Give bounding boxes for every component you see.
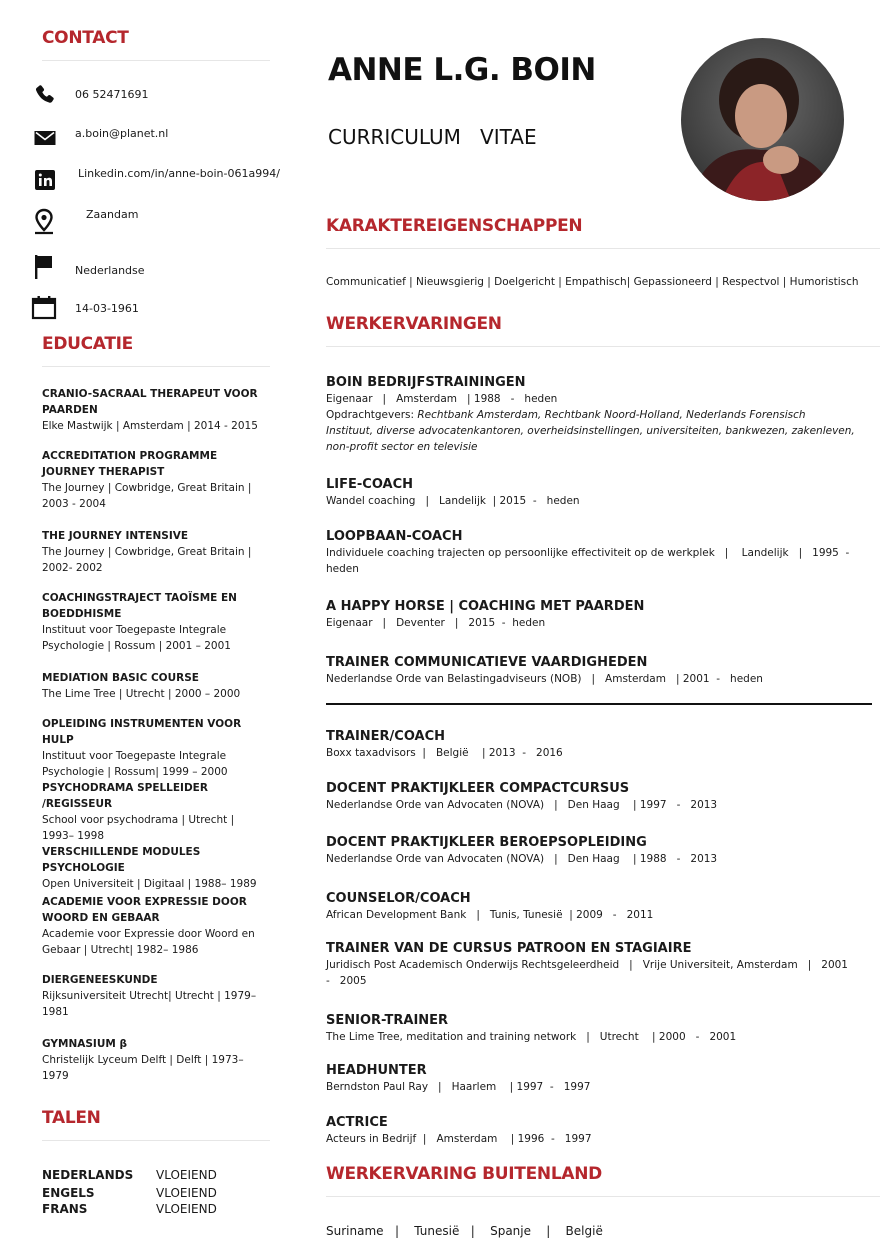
- job-detail: Berndston Paul Ray | Haarlem | 1997 - 1997: [326, 1081, 591, 1093]
- education-item: [42, 1036, 266, 1084]
- education-title: VERSCHILLENDE MODULES PSYCHOLOGIE: [42, 846, 201, 874]
- phone-icon: [33, 83, 57, 107]
- divider: [326, 248, 880, 249]
- education-item: [42, 590, 266, 654]
- envelope-icon: [33, 126, 57, 150]
- job-detail: The Lime Tree, meditation and training network | Utrecht | 2000 - 2001: [326, 1031, 737, 1043]
- education-heading: EDUCATIE: [42, 334, 133, 354]
- job-detail: Boxx taxadvisors | België | 2013 - 2016: [326, 747, 563, 759]
- job-detail: Wandel coaching | Landelijk | 2015 - heden: [326, 495, 580, 507]
- job-detail: Nederlandse Orde van Advocaten (NOVA) | Den Haag | 1997 - 2013: [326, 799, 718, 811]
- education-detail: Christelijk Lyceum Delft | Delft | 1973– 1979: [42, 1054, 244, 1082]
- education-title: DIERGENEESKUNDE: [42, 974, 158, 986]
- job-title: TRAINER/COACH: [326, 729, 446, 744]
- education-detail: Instituut voor Toegepaste Integrale Psychologie | Rossum | 2001 – 2001: [42, 624, 231, 652]
- education-item: [42, 894, 266, 958]
- contact-birthdate: 14-03-1961: [75, 302, 139, 315]
- document-subtitle: CURRICULUM VITAE: [328, 125, 537, 149]
- job-detail: African Development Bank | Tunis, Tunesië | 2009 - 2011: [326, 909, 654, 921]
- separator-line: [326, 703, 872, 705]
- job-item: [326, 374, 856, 455]
- job-item: [326, 834, 856, 867]
- education-item: [42, 780, 266, 844]
- education-item: [42, 716, 266, 780]
- job-detail: Individuele coaching trajecten op persoonlijke effectiviteit op de werkplek | Landelijk | 1995 - heden: [326, 547, 857, 575]
- education-detail: Academie voor Expressie door Woord en Gebaar | Utrecht| 1982– 1986: [42, 928, 255, 956]
- job-title: TRAINER COMMUNICATIEVE VAARDIGHEDEN: [326, 655, 648, 670]
- contact-email[interactable]: a.boin@planet.nl: [75, 127, 169, 140]
- education-title: ACADEMIE VOOR EXPRESSIE DOOR WOORD EN GEBAAR: [42, 896, 247, 924]
- education-title: PSYCHODRAMA SPELLEIDER /REGISSEUR: [42, 782, 208, 810]
- education-title: ACCREDITATION PROGRAMME JOURNEY THERAPIST: [42, 450, 218, 478]
- calendar-icon: [31, 296, 57, 320]
- contact-heading: CONTACT: [42, 28, 129, 48]
- job-item: [326, 1062, 856, 1095]
- job-item: [326, 476, 856, 509]
- job-item: [326, 780, 856, 813]
- education-detail: Open Universiteit | Digitaal | 1988– 1989: [42, 878, 257, 890]
- abroad-countries: Suriname | Tunesië | Spanje | België: [326, 1224, 603, 1238]
- job-item: [326, 728, 856, 761]
- job-title: HEADHUNTER: [326, 1063, 427, 1078]
- flag-icon: [32, 254, 56, 280]
- job-detail: Acteurs in Bedrijf | Amsterdam | 1996 - 1997: [326, 1133, 592, 1145]
- linkedin-icon: [33, 168, 57, 192]
- job-item: [326, 598, 856, 631]
- education-title: MEDIATION BASIC COURSE: [42, 672, 199, 684]
- person-name: ANNE L.G. BOIN: [328, 52, 596, 88]
- languages-heading: TALEN: [42, 1108, 101, 1128]
- job-item: [326, 940, 856, 989]
- job-title: DOCENT PRAKTIJKLEER COMPACTCURSUS: [326, 781, 630, 796]
- education-detail: The Lime Tree | Utrecht | 2000 – 2000: [42, 688, 241, 700]
- contact-linkedin[interactable]: Linkedin.com/in/anne-boin-061a994/: [78, 167, 280, 180]
- divider: [42, 366, 270, 367]
- divider: [326, 346, 880, 347]
- job-item: [326, 890, 856, 923]
- portrait-photo: [681, 38, 844, 201]
- education-title: COACHINGSTRAJECT TAOÏSME EN BOEDDHISME: [42, 592, 237, 620]
- traits-list: Communicatief | Nieuwsgierig | Doelgericht | Empathisch| Gepassioneerd | Respectvol | Humoristisch: [326, 276, 859, 288]
- job-title: COUNSELOR/COACH: [326, 891, 471, 906]
- language-level: VLOEIEND: [156, 1186, 217, 1200]
- education-detail: Instituut voor Toegepaste Integrale Psychologie | Rossum| 1999 – 2000: [42, 750, 228, 778]
- job-title: LIFE-COACH: [326, 477, 414, 492]
- job-item: [326, 1114, 856, 1147]
- job-title: ACTRICE: [326, 1115, 388, 1130]
- job-title: A HAPPY HORSE | COACHING MET PAARDEN: [326, 599, 645, 614]
- education-item: [42, 844, 266, 892]
- education-title: THE JOURNEY INTENSIVE: [42, 530, 189, 542]
- contact-city: Zaandam: [86, 208, 139, 221]
- divider: [42, 1140, 270, 1141]
- education-detail: Rijksuniversiteit Utrecht| Utrecht | 1979– 1981: [42, 990, 257, 1018]
- job-title: DOCENT PRAKTIJKLEER BEROEPSOPLEIDING: [326, 835, 647, 850]
- language-level: VLOEIEND: [156, 1202, 217, 1216]
- language-name: FRANS: [42, 1202, 88, 1216]
- education-item: [42, 386, 266, 434]
- job-detail: Nederlandse Orde van Belastingadviseurs (NOB) | Amsterdam | 2001 - heden: [326, 673, 763, 685]
- education-item: [42, 972, 266, 1020]
- job-detail: Juridisch Post Academisch Onderwijs Rechtsgeleerdheid | Vrije Universiteit, Amsterdam | 2001 - 2005: [326, 959, 855, 987]
- education-detail: School voor psychodrama | Utrecht | 1993– 1998: [42, 814, 235, 842]
- education-title: GYMNASIUM β: [42, 1038, 127, 1050]
- education-detail: The Journey | Cowbridge, Great Britain | 2003 - 2004: [42, 482, 252, 510]
- abroad-heading: WERKERVARING BUITENLAND: [326, 1164, 602, 1184]
- divider: [42, 60, 270, 61]
- job-detail: Eigenaar | Amsterdam | 1988 - heden: [326, 393, 558, 405]
- education-detail: Elke Mastwijk | Amsterdam | 2014 - 2015: [42, 420, 258, 432]
- education-item: [42, 670, 266, 702]
- education-title: CRANIO-SACRAAL THERAPEUT VOOR PAARDEN: [42, 388, 258, 416]
- job-title: LOOPBAAN-COACH: [326, 529, 463, 544]
- job-detail: Nederlandse Orde van Advocaten (NOVA) | Den Haag | 1988 - 2013: [326, 853, 718, 865]
- job-item: [326, 1012, 856, 1045]
- job-item: [326, 528, 856, 577]
- work-heading: WERKERVARINGEN: [326, 314, 502, 334]
- job-detail: Eigenaar | Deventer | 2015 - heden: [326, 617, 546, 629]
- education-title: OPLEIDING INSTRUMENTEN VOOR HULP: [42, 718, 242, 746]
- job-title: SENIOR-TRAINER: [326, 1013, 449, 1028]
- job-title: TRAINER VAN DE CURSUS PATROON EN STAGIAIRE: [326, 941, 692, 956]
- map-pin-icon: [32, 208, 56, 236]
- contact-nationality: Nederlandse: [75, 264, 145, 277]
- job-clients: Opdrachtgevers: Rechtbank Amsterdam, Rechtbank Noord-Holland, Nederlands Forensisch Instituut, diverse advocatenkantoren, overheidsinstellingen, universiteiten, bankwezen, zakenleven, non-profit sector en televisie: [326, 409, 855, 453]
- language-name: ENGELS: [42, 1186, 95, 1200]
- language-level: VLOEIEND: [156, 1168, 217, 1182]
- job-item: [326, 654, 856, 687]
- contact-phone: 06 52471691: [75, 88, 149, 101]
- traits-heading: KARAKTEREIGENSCHAPPEN: [326, 216, 583, 236]
- language-name: NEDERLANDS: [42, 1168, 134, 1182]
- divider: [326, 1196, 880, 1197]
- job-title: BOIN BEDRIJFSTRAININGEN: [326, 375, 526, 390]
- education-detail: The Journey | Cowbridge, Great Britain | 2002- 2002: [42, 546, 252, 574]
- education-item: [42, 528, 266, 576]
- education-item: [42, 448, 266, 512]
